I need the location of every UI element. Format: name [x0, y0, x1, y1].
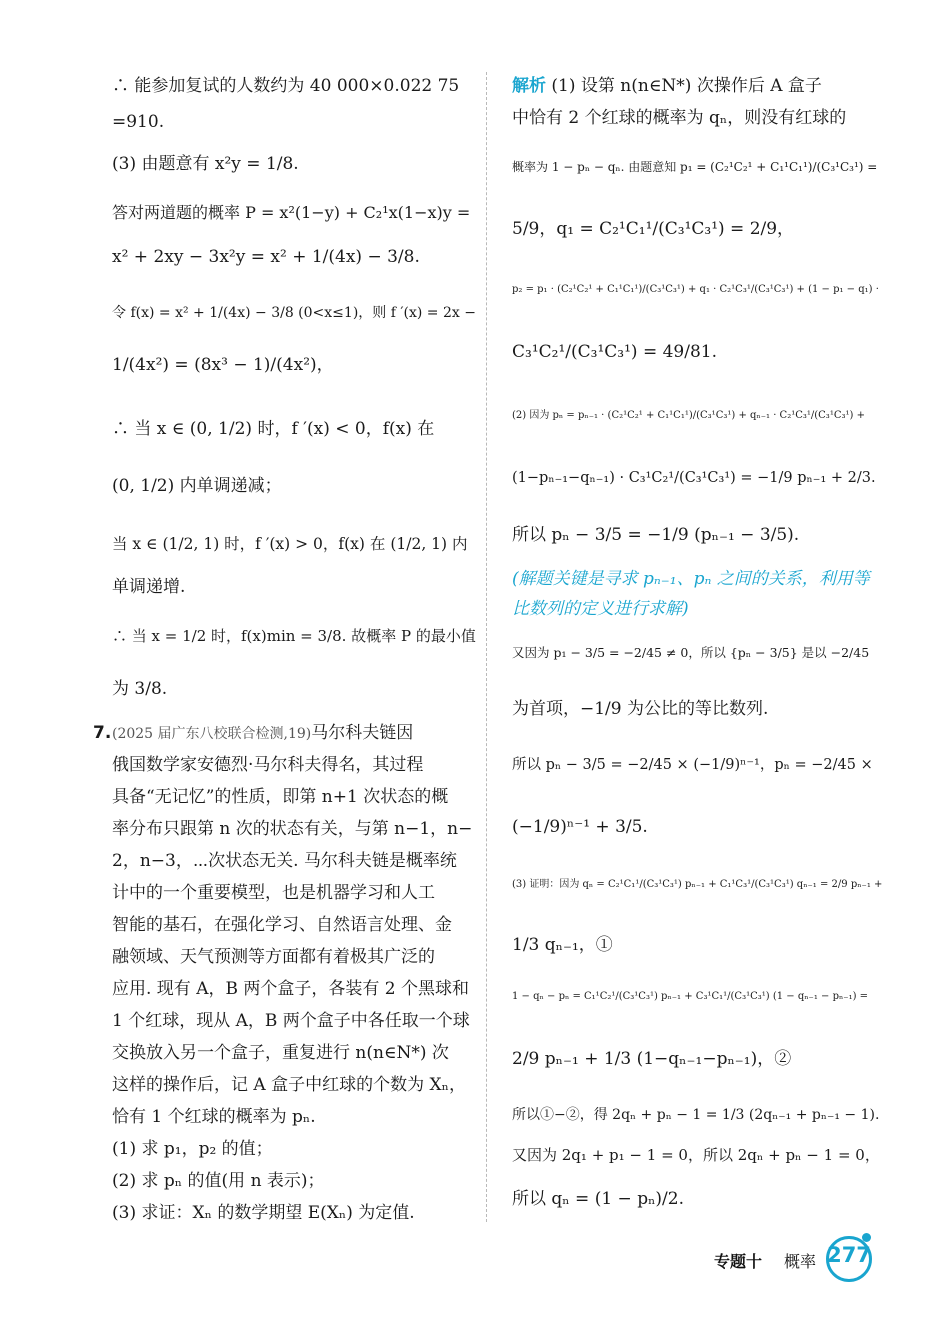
text-line: (−1/9)ⁿ⁻¹ + 3/5.: [512, 817, 648, 837]
text-line: =910.: [112, 112, 165, 132]
text-line: 当 x ∈ (1/2, 1) 时，f ′(x) > 0，f(x) 在 (1/2, 1) 内: [112, 535, 468, 553]
text-line: 智能的基石，在强化学习、自然语言处理、金: [112, 915, 452, 935]
text-line: (3) 证明：因为 qₙ = C₂¹C₁¹/(C₃¹C₃¹) pₙ₋₁ + C₁¹C₃¹/(C₃¹C₃¹) qₙ₋₁ = 2/9 pₙ₋₁ +: [512, 879, 883, 890]
solution-first-line: [512, 75, 822, 97]
text-line: (3) 由题意有 x²y = 1/8.: [112, 154, 299, 174]
text-line: 又因为 2q₁ + p₁ − 1 = 0，所以 2qₙ + pₙ − 1 = 0，: [512, 1146, 880, 1164]
text-line: 1 − qₙ − pₙ = C₁¹C₂¹/(C₃¹C₃¹) pₙ₋₁ + C₃¹C₁¹/(C₃¹C₃¹) (1 − qₙ₋₁ − pₙ₋₁) =: [512, 991, 869, 1002]
text-line: C₃¹C₂¹/(C₃¹C₃¹) = 49/81.: [512, 342, 717, 362]
text-line: 令 f(x) = x² + 1/(4x) − 3/8 (0<x≤1)，则 f ′(x) = 2x −: [112, 305, 476, 321]
text-line: 所以 pₙ − 3/5 = −2/45 × (−1/9)ⁿ⁻¹，pₙ = −2/45 ×: [512, 757, 873, 773]
text-line: 俄国数学家安德烈·马尔科夫得名，其过程: [112, 755, 424, 775]
text-line: 中恰有 2 个红球的概率为 qₙ，则没有红球的: [512, 108, 847, 128]
text-line: (0, 1/2) 内单调递减；: [112, 476, 282, 496]
question-7-header: [93, 722, 414, 745]
subquestion-2: (2) 求 pₙ 的值(用 n 表示)；: [112, 1171, 325, 1191]
text-line: 率分布只跟第 n 次的状态有关，与第 n−1，n−: [112, 819, 473, 839]
text-line: ∴ 当 x = 1/2 时，f(x)min = 3/8. 故概率 P 的最小值: [112, 627, 476, 645]
text-line: 1/3 qₙ₋₁，①: [512, 935, 613, 955]
subquestion-1: (1) 求 p₁，p₂ 的值；: [112, 1139, 273, 1159]
subquestion-3: (3) 求证：Xₙ 的数学期望 E(Xₙ) 为定值.: [112, 1203, 415, 1223]
question-number: 7.: [93, 723, 112, 743]
text-line: 这样的操作后，记 A 盒子中红球的个数为 Xₙ，: [112, 1075, 466, 1095]
text-line: 答对两道题的概率 P = x²(1−y) + C₂¹x(1−x)y =: [112, 203, 471, 222]
text-line: 1/(4x²) = (8x³ − 1)/(4x²)，: [112, 355, 334, 375]
column-divider: [486, 72, 487, 1222]
text-line: 为 3/8.: [112, 679, 168, 699]
text-line: ∴ 当 x ∈ (0, 1/2) 时，f ′(x) < 0，f(x) 在: [112, 419, 435, 439]
question-source: (2025 届广东八校联合检测,19): [112, 726, 312, 742]
text-line: 具备“无记忆”的性质，即第 n+1 次状态的概: [112, 787, 449, 807]
footer-subtitle: 概率: [784, 1252, 817, 1271]
text-line: (1−pₙ₋₁−qₙ₋₁) · C₃¹C₂¹/(C₃¹C₃¹) = −1/9 pₙ₋₁ + 2/3.: [512, 470, 876, 486]
text-line: 概率为 1 − pₙ − qₙ. 由题意知 p₁ = (C₂¹C₂¹ + C₁¹C₁¹)/(C₃¹C₃¹) =: [512, 160, 878, 174]
text-line: 为首项，−1/9 为公比的等比数列.: [512, 699, 769, 719]
text-line: 所以 qₙ = (1 − pₙ)/2.: [512, 1189, 685, 1209]
text-line: 2/9 pₙ₋₁ + 1/3 (1−qₙ₋₁−pₙ₋₁)，②: [512, 1049, 792, 1069]
text-line: (1) 设第 n(n∈N*) 次操作后 A 盒子: [551, 76, 822, 96]
solution-hint: (解题关键是寻求 pₙ₋₁、pₙ 之间的关系，利用等: [512, 569, 870, 589]
solution-label: 解析: [512, 76, 546, 96]
text-line: ∴ 能参加复试的人数约为 40 000×0.022 75: [112, 76, 460, 96]
text-line: 交换放入另一个盒子，重复进行 n(n∈N*) 次: [112, 1043, 449, 1063]
text-line: x² + 2xy − 3x²y = x² + 1/(4x) − 3/8.: [112, 247, 420, 267]
text-line: 融领域、天气预测等方面都有着极其广泛的: [112, 947, 435, 967]
text-line: 恰有 1 个红球的概率为 pₙ.: [112, 1107, 316, 1127]
text-line: 1 个红球，现从 A，B 两个盒子中各任取一个球: [112, 1011, 470, 1031]
text-line: 单调递增.: [112, 577, 186, 597]
text-line: p₂ = p₁ · (C₂¹C₂¹ + C₁¹C₁¹)/(C₃¹C₃¹) + q₁ · C₂¹C₃¹/(C₃¹C₃¹) + (1 − p₁ − q₁) ·: [512, 284, 879, 295]
text-line: 应用. 现有 A，B 两个盒子，各装有 2 个黑球和: [112, 979, 470, 999]
page-badge-dot-icon: [862, 1233, 871, 1242]
text-line: 又因为 p₁ − 3/5 = −2/45 ≠ 0，所以 {pₙ − 3/5} 是以 −2/45: [512, 645, 870, 660]
text-line: (2) 因为 pₙ = pₙ₋₁ · (C₂¹C₂¹ + C₁¹C₁¹)/(C₃¹C₃¹) + qₙ₋₁ · C₂¹C₃¹/(C₃¹C₃¹) +: [512, 410, 865, 421]
page-number: 277: [827, 1243, 871, 1267]
text-line: 马尔科夫链因: [311, 723, 414, 743]
text-line: 所以 pₙ − 3/5 = −1/9 (pₙ₋₁ − 3/5).: [512, 525, 800, 545]
text-line: 2，n−3，⋯次状态无关. 马尔科夫链是概率统: [112, 851, 457, 871]
text-line: 5/9，q₁ = C₂¹C₁¹/(C₃¹C₃¹) = 2/9，: [512, 219, 795, 239]
footer-topic: 专题十: [714, 1252, 763, 1271]
solution-hint: 比数列的定义进行求解): [512, 599, 689, 619]
text-line: 计中的一个重要模型，也是机器学习和人工: [112, 883, 435, 903]
text-line: 所以①−②，得 2qₙ + pₙ − 1 = 1/3 (2qₙ₋₁ + pₙ₋₁ − 1).: [512, 1107, 880, 1123]
